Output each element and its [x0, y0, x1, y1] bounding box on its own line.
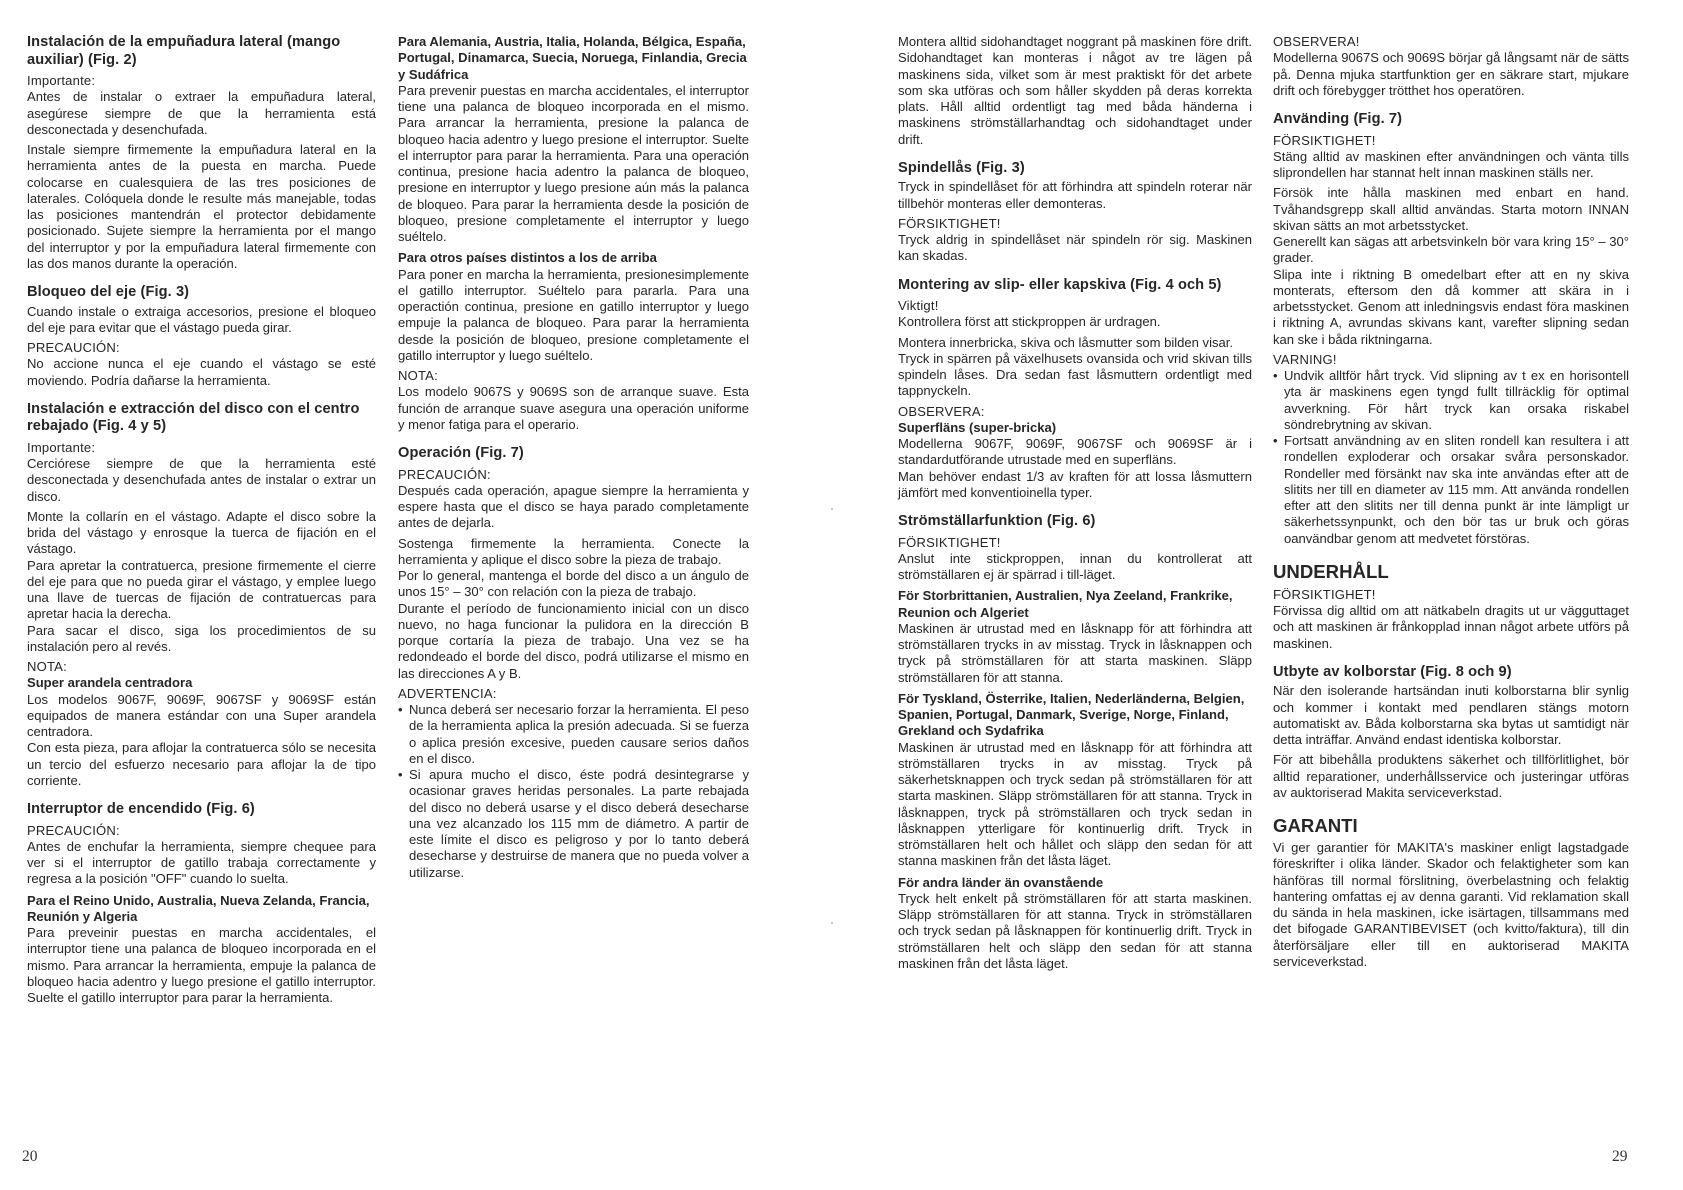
- paragraph: Montera alltid sidohandtaget noggrant på maskinen före drift. Sidohandtaget kan monteras i något av tre lägen på maskinens sida, vilket som är mest praktiskt för det arbete som ska utföras och som håller skydden på deras korrekta plats. Håll alltid ordentligt tag med båda händerna i maskinens strömställarhandtag och sidohandtaget under drift.: [898, 34, 1252, 147]
- paragraph: Para prevenir puestas en marcha accidentales, el interruptor tiene una palanca de bloqueo incorporada en el mismo. Para arrancar la herramienta, presione la palanca de bloqueo hacia adentro y luego presione el interruptor. Suelte el interruptor para parar la herramienta. Para una operación continua, presione hacia adentro la palanca de bloqueo, presione en interruptor y luego presione aún más la palanca de bloqueo. Para parar la herramienta desde la posición de bloqueo, presione completamente el interruptor y luego suéltelo.: [398, 82, 749, 244]
- subheading-super-flange: Super arandela centradora: [27, 675, 193, 691]
- caution-label: PRECAUCIÓN:: [27, 340, 120, 355]
- note-label: NOTA:: [27, 659, 67, 674]
- section-heading-operation: Operación (Fig. 7): [398, 445, 524, 461]
- paragraph: Sostenga firmemente la herramienta. Conecte la herramienta y aplique el disco sobre la pieza de trabajo.: [398, 535, 749, 567]
- paragraph: Después cada operación, apague siempre la herramienta y espere hasta que el disco se haya parado completamente antes de dejarla.: [398, 482, 749, 531]
- paragraph: Cuando instale o extraiga accesorios, presione el bloqueo del eje para evitar que el vástago pueda girar.: [27, 303, 376, 335]
- paragraph: Man behöver endast 1/3 av kraften för att lossa låsmuttern jämfört med konventioinella typer.: [898, 468, 1252, 500]
- list-item: • Fortsatt användning av en sliten rondell kan resultera i att rondellen exploderar och orsakar svåra personskador. Rondeller med försänkt nav ska inte användas efter att de slitits ner till en diameter av 115 mm. Att använda rondellen efter att den slitits ner till denna punkt är inte lämpligt ur säkerhetssynpunkt, och den bör tas ur bruk och göras oanvändbar genom att medvetet förstöras.: [1273, 433, 1629, 547]
- caution-label: FÖRSIKTIGHET!: [898, 534, 1001, 550]
- paragraph: Tryck aldrig in spindellåset när spindeln rör sig. Maskinen kan skadas.: [898, 232, 1252, 264]
- paragraph: Durante el período de funcionamiento inicial con un disco nuevo, no haga funcionar la pulidora en la dirección B porque cortaría la pieza de trabajo. Una vez se ha redondeado el borde del disco, podrá utilizarse el mismo en las direcciones A y B.: [398, 600, 749, 681]
- warning-label: VARNING!: [1273, 351, 1337, 367]
- scan-speck: [831, 508, 833, 510]
- subheading-uk: För Storbrittanien, Australien, Nya Zeeland, Frankrike, Reunion och Algeriet: [898, 588, 1233, 620]
- scan-speck: [831, 922, 833, 924]
- subheading-germany: Para Alemania, Austria, Italia, Holanda, Bélgica, España, Portugal, Dinamarca, Suecia, Noruega, Finlandia, Grecia y Sudáfrica: [398, 34, 747, 82]
- section-heading-disc: Instalación e extracción del disco con el centro rebajado (Fig. 4 y 5): [27, 400, 360, 435]
- list-item: • Nunca deberá ser necesario forzar la herramienta. El peso de la herramienta aplica la presión adecuada. Si se fuerza o aplica presión excesive, pueden causare serios daños en el disco.: [398, 702, 749, 767]
- important-label: Importante:: [27, 73, 96, 88]
- caution-label: FÖRSIKTIGHET!: [898, 215, 1001, 231]
- paragraph: Cerciórese siempre de que la herramienta esté desconectada y desenchufada antes de instalar o extrar un disco.: [27, 456, 376, 504]
- column-2: [398, 34, 749, 885]
- paragraph: Con esta pieza, para aflojar la contratuerca sólo se necesita un tercio del esfuerzo necesario para aflojar la de tipo corriente.: [27, 740, 376, 788]
- caution-label: PRECAUCIÓN:: [398, 466, 491, 482]
- paragraph: Kontrollera först att stickproppen är urdragen.: [898, 314, 1161, 330]
- paragraph: Modellerna 9067S och 9069S börjar gå långsamt när de sätts på. Denna mjuka startfunktion ger en säkrare start, mjukare drift och förebygger trötthet hos operatören.: [1273, 50, 1629, 98]
- paragraph: Anslut inte stickproppen, innan du kontrollerat att strömställaren ej är spärrad i till-läget.: [898, 550, 1252, 582]
- column-1: [27, 34, 376, 1010]
- subheading-other-countries: För andra länder än ovanstående: [898, 874, 1104, 890]
- warning-list: [398, 702, 749, 881]
- paragraph: Para preveinir puestas en marcha accidentales, el interruptor tiene una palanca de bloqueo incorporada en el mismo. Para arrancar la herramienta, empuje la palanca de bloqueo hacia adentro y luego presione el gatillo interruptor. Suelte el gatillo interruptor para parar la herramienta.: [27, 925, 376, 1005]
- section-heading-mounting: Montering av slip- eller kapskiva (Fig. 4 och 5): [898, 276, 1222, 293]
- note-label: OBSERVERA!: [1273, 34, 1360, 49]
- section-heading-side-handle: Instalación de la empuñadura lateral (mango auxiliar) (Fig. 2): [27, 34, 341, 68]
- paragraph: Maskinen är utrustad med en låsknapp för att förhindra att strömställaren trycks in av misstag. Tryck in låsknappen och tryck på strömställaren för att starta maskinen. Släpp strömställaren för att stanna.: [898, 620, 1252, 685]
- paragraph: Monte la collarín en el vástago. Adapte el disco sobre la brida del vástago y enrosque la tuerca de fijación en el vástago.: [27, 508, 376, 557]
- caution-label: PRECAUCIÓN:: [27, 822, 120, 838]
- paragraph: Försök inte hålla maskinen med enbart en hand. Tvåhandsgrepp skall alltid användas. Starta motorn INNAN skivan sätts an mot arbetsstycket.: [1273, 185, 1629, 233]
- paragraph: När den isolerande hartsändan inuti kolborstarna blir synlig och kommer i kontakt med pendlaren stängs motorn automatiskt av. Båda kolborstarna ska bytas ut samtidigt när detta inträffar. Använd endast identiska kolborstar.: [1273, 683, 1629, 747]
- section-heading-shaft-lock: Bloqueo del eje (Fig. 3): [27, 284, 190, 300]
- paragraph: Generellt kan sägas att arbetsvinkeln bör vara kring 15° – 30° grader.: [1273, 234, 1629, 266]
- section-heading-brushes: Utbyte av kolborstar (Fig. 8 och 9): [1273, 663, 1512, 680]
- paragraph: Förvissa dig alltid om att nätkabeln dragits ut ur vägguttaget och att maskinen är frånkopplad innan något arbete utförs på maskinen.: [1273, 603, 1629, 651]
- note-label: OBSERVERA:: [898, 403, 985, 419]
- note-label: NOTA:: [398, 368, 438, 383]
- subheading-uk: Para el Reino Unido, Australia, Nueva Zelanda, Francia, Reunión y Algeria: [27, 892, 370, 924]
- paragraph: Montera innerbricka, skiva och låsmutter som bilden visar.: [898, 334, 1234, 350]
- section-heading-switch-function: Strömställarfunktion (Fig. 6): [898, 513, 1096, 529]
- subheading-other-countries: Para otros países distintos a los de arriba: [398, 250, 657, 266]
- paragraph: Antes de enchufar la herramienta, siempre chequee para ver si el interruptor de gatillo trabaja correctamente y regresa a la posición "OFF" cuando lo suelta.: [27, 838, 376, 887]
- paragraph: För att bibehålla produktens säkerhet och tillförlitlighet, bör alltid reparationer, underhållsservice och justeringar utföras av auktoriserad Makita serviceverkstad.: [1273, 752, 1629, 800]
- column-3: [898, 34, 1252, 976]
- subheading-germany: För Tyskland, Österrike, Italien, Nederländerna, Belgien, Spanien, Portugal, Danmark, Sverige, Norge, Finland, Grekland och Sydafrika: [898, 690, 1245, 739]
- caution-label: FÖRSIKTIGHET!: [1273, 132, 1376, 148]
- paragraph: Maskinen är utrustad med en låsknapp för att förhindra att strömställaren trycks in av misstag. Tryck på säkerhetsknappen och tryck sedan på strömställaren för att starta maskinen. Släpp strömställaren för att stanna. Tryck in låsknappen, tryck på strömställaren och tryck sedan in låsknappen ytterligare för kontinuerlig drift. Tryck in strömställaren helt och hållet och släpp den sedan för att stanna maskinen från det låsta läget.: [898, 739, 1252, 869]
- caution-label: FÖRSIKTIGHET!: [1273, 586, 1376, 602]
- warning-list: [1273, 368, 1629, 547]
- section-heading-switch: Interruptor de encendido (Fig. 6): [27, 801, 255, 817]
- paragraph: Tryck helt enkelt på strömställaren för att starta maskinen. Släpp strömställaren för att stanna. Tryck in strömställaren och tryck sedan på låsknappen för kontinuerlig drift. Tryck in strömställaren helt och släpp den sedan för att stanna maskinen från det låsta läget.: [898, 890, 1252, 971]
- paragraph: No accione nunca el eje cuando el vástago se esté moviendo. Podría dañarse la herramienta.: [27, 356, 376, 388]
- paragraph: Antes de instalar o extraer la empuñadura lateral, asegúrese siempre de que la herramienta está desconectada y desenchufada.: [27, 89, 376, 137]
- list-item: • Undvik alltför hårt tryck. Vid slipning av t ex en horisontell yta är maskinens egen tyngd fullt tillräcklig för optimal avverkning. För hårt tryck kan orsaka riskabel söndrebrytning av skivan.: [1273, 368, 1629, 433]
- section-heading-maintenance: UNDERHÅLL: [1273, 560, 1389, 582]
- paragraph: Para poner en marcha la herramienta, presionesimplemente el gatillo interruptor. Suéltelo para pararla. Para una operactión continua, presione en gatillo interruptor y luego empuje la palanca de bloqueo. Para parar la herramienta desde la posición de bloqueo, presione completamente el gatillo interruptor y luego suéltelo.: [398, 266, 749, 363]
- paragraph: Tryck in spindellåset för att förhindra att spindeln roterar när tillbehör monteras eller demonteras.: [898, 179, 1252, 211]
- paragraph: Modellerna 9067F, 9069F, 9067SF och 9069SF är i standardutförande utrustade med en superfläns.: [898, 436, 1252, 468]
- section-heading-spindle-lock: Spindellås (Fig. 3): [898, 159, 1025, 176]
- paragraph: Para apretar la contratuerca, presione firmemente el cierre del eje para que no pueda girar el vástago, y emplee luego una llave de tuercas de fijación de contratuercas para apretar hacia la derecha.: [27, 557, 376, 622]
- subheading-super-flange: Superfläns (super-bricka): [898, 419, 1057, 435]
- paragraph: Slipa inte i riktning B omedelbart efter att en ny skiva monterats, eftersom den då kommer att skära in i arbetsstycket. Genom att inledningsvis endast föra maskinen i riktning A, avrundas skivans kant, varefter slipning sedan kan ske i båda riktningarna.: [1273, 266, 1629, 347]
- list-item: • Si apura mucho el disco, éste podrá desintegrarse y ocasionar graves heridas personales. La parte rebajada del disco no deberá usarse y el disco deberá desecharse una vez alcanzado los 115 mm de diámetro. A partir de este límite el disco es peligroso y por lo tanto deberá desecharse y destruirse de manera que no pueda volver a utilizarse.: [398, 767, 749, 881]
- warning-label: ADVERTENCIA:: [398, 685, 497, 701]
- section-heading-warranty: GARANTI: [1273, 815, 1358, 836]
- column-4: [1273, 34, 1629, 974]
- paragraph: Para sacar el disco, siga los procedimientos de su instalación pero al revés.: [27, 622, 376, 654]
- paragraph: Vi ger garantier för MAKITA's maskiner enligt lagstadgade föreskrifter i olika länder. Skador och felaktigheter som kan hänföras till normal förslitning, överbelastning och felaktig hantering omfattas ej av denna garanti. Vid reklamation skall du sända in hela maskinen, icke isärtagen, tillsammans med det bifogade GARANTIBEVISET (och kvitto/faktura), till din återförsäljare eller till en auktoriserad MAKITA serviceverkstad.: [1273, 840, 1629, 969]
- important-label: Viktigt!: [898, 298, 939, 313]
- paragraph: Tryck in spärren på växelhusets ovansida och vrid skivan tills spindeln låses. Dra sedan fast låsmuttern ordentligt med tappnyckeln.: [898, 350, 1252, 399]
- section-heading-usage: Använding (Fig. 7): [1273, 111, 1403, 127]
- important-label: Importante:: [27, 439, 96, 455]
- paragraph: Los modelo 9067S y 9069S son de arranque suave. Esta función de arranque suave asegura una operación uniforme y menor fatiga para el operario.: [398, 384, 749, 432]
- page-number-left: 20: [22, 1148, 38, 1165]
- paragraph: Por lo general, mantenga el borde del disco a un ángulo de unos 15° – 30° con relación con la pieza de trabajo.: [398, 568, 749, 600]
- paragraph: Instale siempre firmemente la empuñadura lateral en la herramienta antes de la puesta en marcha. Puede colocarse en cualesquiera de las tres posiciones de laterales. Colóquela donde le resulte más manejable, todas las posiciones mantendrán el protector debidamente posicionado. Sujete siempre la herramienta por el mango del interruptor y por la empuñadura lateral firmemente con las dos manos durante la operación.: [27, 142, 376, 271]
- paragraph: Los modelos 9067F, 9069F, 9067SF y 9069SF están equipados de manera estándar con una Super arandela centradora.: [27, 691, 376, 739]
- page-number-right: 29: [1612, 1148, 1628, 1165]
- paragraph: Stäng alltid av maskinen efter användningen och vänta tills sliprondellen har stannat helt innan maskinen ställs ner.: [1273, 148, 1629, 180]
